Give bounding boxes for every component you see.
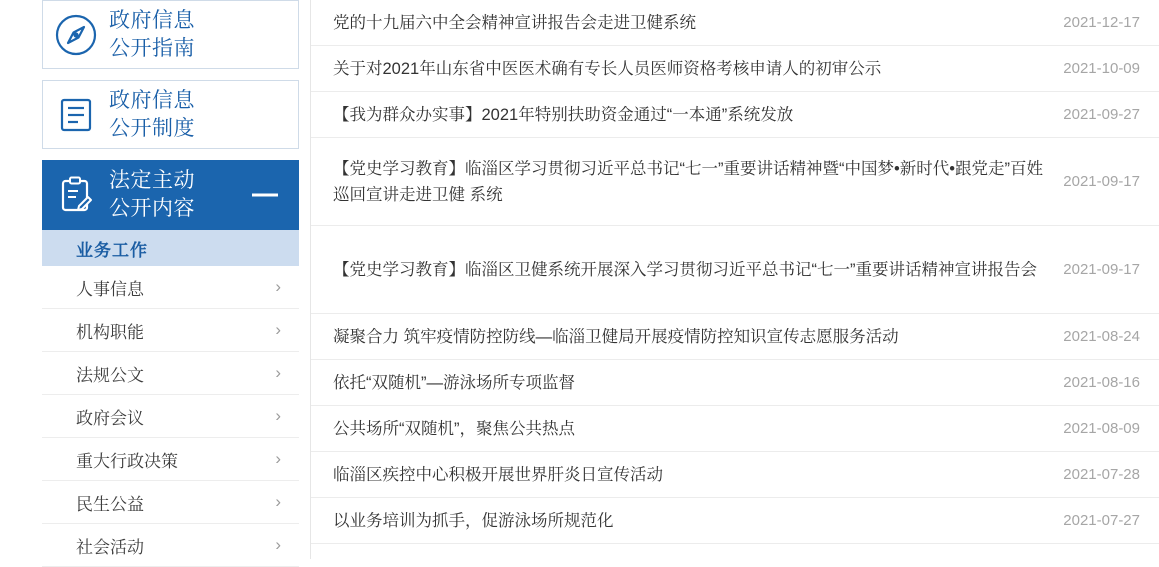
sidebar-item-label: 政府会议 bbox=[76, 408, 144, 428]
list-item[interactable] bbox=[311, 226, 1159, 314]
sidebar-card-label bbox=[109, 167, 195, 223]
chevron-right-icon: › bbox=[275, 363, 281, 382]
news-title[interactable]: 党的十九届六中全会精神宣讲报告会走进卫健系统 bbox=[333, 13, 696, 32]
news-title[interactable]: 【党史学习教育】临淄区学习贯彻习近平总书记“七一”重要讲话精神暨“中国梦•新时代•跟党走”百姓巡回宣讲走进卫健 系统 bbox=[333, 159, 1044, 204]
sidebar-item-social-activities[interactable] bbox=[42, 524, 299, 567]
sidebar-item-label: 重大行政决策 bbox=[76, 451, 178, 471]
list-item[interactable] bbox=[311, 46, 1159, 92]
list-item[interactable] bbox=[311, 92, 1159, 138]
sidebar bbox=[42, 0, 299, 559]
news-date: 2021-07-27 bbox=[1063, 512, 1140, 529]
news-date: 2021-09-17 bbox=[1063, 173, 1140, 190]
news-date: 2021-08-16 bbox=[1063, 374, 1140, 391]
news-date: 2021-08-09 bbox=[1063, 420, 1140, 437]
news-date: 2021-10-09 bbox=[1063, 60, 1140, 77]
news-title[interactable]: 【党史学习教育】临淄区卫健系统开展深入学习贯彻习近平总书记“七一”重要讲话精神宣讲报告会 bbox=[333, 260, 1037, 279]
list-item[interactable] bbox=[311, 452, 1159, 498]
news-date: 2021-09-17 bbox=[1063, 261, 1140, 278]
news-date: 2021-07-28 bbox=[1063, 466, 1140, 483]
sidebar-subheader-business-work[interactable] bbox=[42, 230, 299, 266]
sidebar-item-public-welfare[interactable] bbox=[42, 481, 299, 524]
chevron-right-icon: › bbox=[275, 406, 281, 425]
chevron-right-icon: › bbox=[275, 277, 281, 296]
news-title[interactable]: 关于对2021年山东省中医医术确有专长人员医师资格考核申请人的初审公示 bbox=[333, 59, 882, 78]
sidebar-card-label-line2: 公开内容 bbox=[109, 197, 195, 220]
sidebar-item-personnel-info[interactable] bbox=[42, 266, 299, 309]
sidebar-item-label: 机构职能 bbox=[76, 322, 144, 342]
chevron-right-icon: › bbox=[275, 492, 281, 511]
news-title[interactable]: 依托“双随机”—游泳场所专项监督 bbox=[333, 373, 575, 392]
news-title[interactable]: 以业务培训为抓手，促游泳场所规范化 bbox=[333, 511, 614, 530]
sidebar-card-open-guide[interactable] bbox=[42, 0, 299, 69]
chevron-right-icon: › bbox=[275, 449, 281, 468]
list-item[interactable] bbox=[311, 0, 1159, 46]
sidebar-item-major-decisions[interactable] bbox=[42, 438, 299, 481]
news-date: 2021-09-27 bbox=[1063, 106, 1140, 123]
sidebar-item-institution-functions[interactable] bbox=[42, 309, 299, 352]
sidebar-item-label: 民生公益 bbox=[76, 494, 144, 514]
news-date: 2021-12-17 bbox=[1063, 14, 1140, 31]
compass-icon bbox=[43, 13, 109, 57]
sidebar-card-label bbox=[109, 87, 195, 143]
chevron-right-icon: › bbox=[275, 320, 281, 339]
chevron-right-icon: › bbox=[275, 535, 281, 554]
sidebar-card-label-line1: 政府信息 bbox=[109, 88, 195, 112]
list-item[interactable] bbox=[311, 138, 1159, 226]
sidebar-item-regulations-documents[interactable] bbox=[42, 352, 299, 395]
news-title[interactable]: 【我为群众办实事】2021年特别扶助资金通过“一本通”系统发放 bbox=[333, 105, 794, 124]
document-lines-icon bbox=[43, 93, 109, 137]
sidebar-item-government-meetings[interactable] bbox=[42, 395, 299, 438]
news-title[interactable]: 公共场所“双随机”，聚焦公共热点 bbox=[333, 419, 575, 438]
sidebar-subheader-label: 业务工作 bbox=[76, 240, 148, 260]
sidebar-card-open-system[interactable] bbox=[42, 80, 299, 149]
sidebar-card-label-line1: 法定主动 bbox=[109, 169, 195, 192]
news-list bbox=[311, 0, 1159, 559]
news-date: 2021-08-24 bbox=[1063, 328, 1140, 345]
list-item[interactable] bbox=[311, 406, 1159, 452]
sidebar-item-label: 法规公文 bbox=[76, 365, 144, 385]
news-title[interactable]: 凝聚合力 筑牢疫情防控防线—临淄卫健局开展疫情防控知识宣传志愿服务活动 bbox=[333, 327, 899, 346]
sidebar-card-label bbox=[109, 7, 195, 63]
list-item[interactable] bbox=[311, 314, 1159, 360]
sidebar-card-label-line2: 公开制度 bbox=[109, 116, 195, 140]
collapse-minus-icon[interactable] bbox=[252, 194, 278, 197]
clipboard-pen-icon bbox=[43, 173, 109, 217]
sidebar-card-label-line2: 公开指南 bbox=[109, 36, 195, 60]
list-item[interactable] bbox=[311, 498, 1159, 544]
sidebar-item-label: 社会活动 bbox=[76, 537, 144, 557]
sidebar-sub-list bbox=[42, 266, 299, 567]
sidebar-card-statutory-content[interactable] bbox=[42, 160, 299, 230]
list-item[interactable] bbox=[311, 360, 1159, 406]
news-title[interactable]: 临淄区疾控中心积极开展世界肝炎日宣传活动 bbox=[333, 465, 663, 484]
sidebar-card-label-line1: 政府信息 bbox=[109, 8, 195, 32]
sidebar-item-label: 人事信息 bbox=[76, 279, 144, 299]
